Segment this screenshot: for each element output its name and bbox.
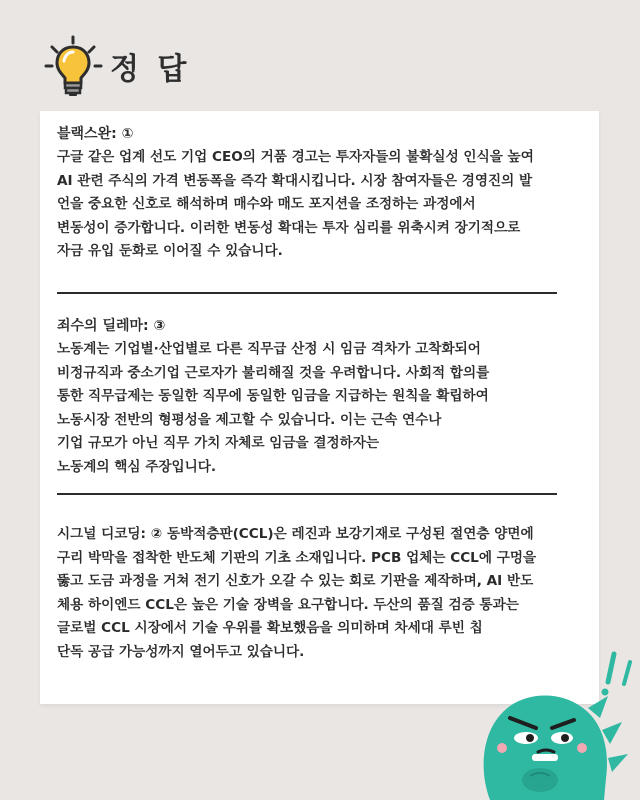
section-body: 노동계는 기업별·산업별로 다른 직무급 산정 시 임금 격차가 고착화되어 비정규직과 중소기업 근로자가 불리해질 것을 우려합니다. 사회적 합의를 통한 직무급제는 동일한 직무에 동일한 임금을 지급하는 원칙을 확립하여 노동시장 전반의 형평성을 제고할 수 있습니다. 이는 근속 연수나 기업 규모가 아닌 직무 가치 자체로 임금을 결정하자는 노동계의 핵심 주장입니다. bbox=[57, 341, 490, 475]
answer-section-prisoners-dilemma bbox=[57, 315, 592, 480]
section-body: 구글 같은 업계 선도 기업 CEO의 거품 경고는 투자자들의 불확실성 인식을 높여 AI 관련 주식의 가격 변동폭을 즉각 확대시킵니다. 시장 참여자들은 경영진의 발 언을 중요한 신호로 해석하며 매수와 매도 포지션을 조정하는 과정에서 변동성이 증가합니다. 이러한 변동성 확대는 투자 심리를 위축시켜 장기적으로 자금 유입 둔화로 이어질 수 있습니다. bbox=[57, 149, 534, 260]
answer-section-signal-decoding bbox=[57, 523, 592, 665]
page-title: 정 답 bbox=[110, 52, 191, 87]
divider bbox=[57, 292, 557, 294]
lightbulb-icon bbox=[38, 33, 108, 99]
answer-card bbox=[40, 111, 599, 704]
answer-section-black-swan bbox=[57, 123, 592, 264]
section-title: 시그널 디코딩: ② bbox=[57, 526, 163, 542]
divider bbox=[57, 493, 557, 495]
section-title: 죄수의 딜레마: ③ bbox=[57, 318, 166, 334]
header bbox=[38, 30, 190, 102]
mascot-character bbox=[470, 648, 640, 800]
section-body-text: 동박적층판(CCL)은 레진과 보강기재로 구성된 절연층 양면에 구리 박막을 접착한 반도체 기판의 기초 소재입니다. PCB 업체는 CCL에 구멍을 뚫고 도금 과정을 거쳐 전기 신호가 오갈 수 있는 회로 기판을 제작하며, AI 반도 체용 하이엔드 CCL은 높은 기술 장벽을 요구합니다. 두산의 품질 검증 통과는 글로벌 CCL 시장에서 기술 우위를 확보했음을 의미하며 차세대 루빈 칩 단독 공급 가능성까지 열어두고 있습니다. bbox=[57, 526, 537, 660]
section-body bbox=[57, 523, 592, 665]
section-title: 블랙스완: ① bbox=[57, 126, 134, 142]
